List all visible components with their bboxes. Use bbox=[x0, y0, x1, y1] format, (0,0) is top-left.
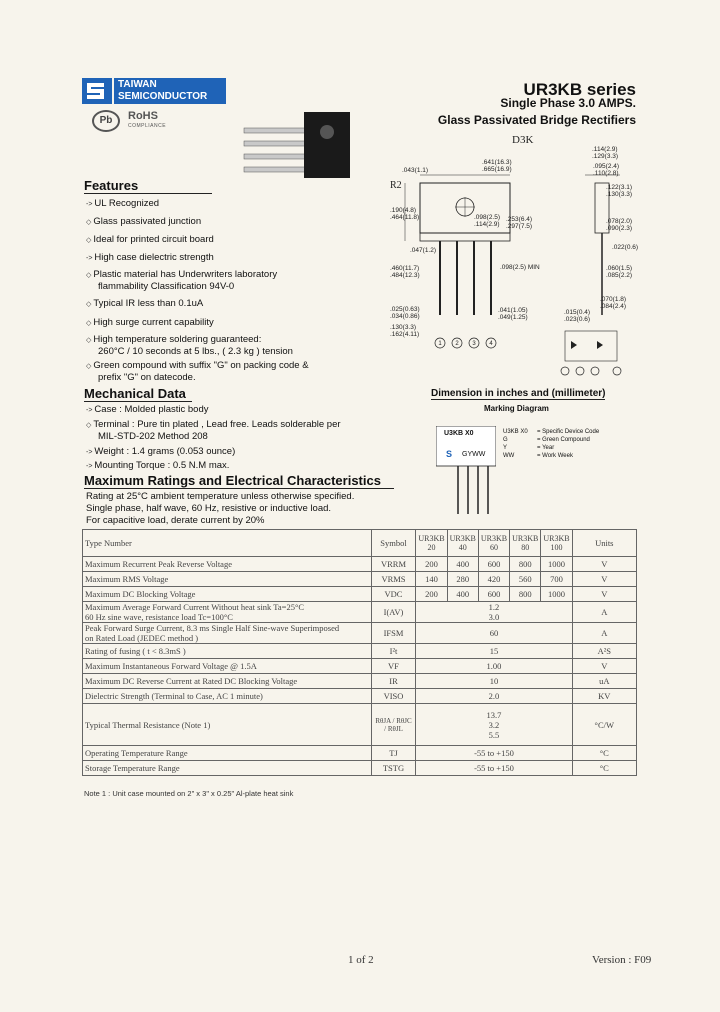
header-col: UR3KB 20 bbox=[416, 530, 447, 557]
dim-label: .484(12.3) bbox=[390, 272, 420, 279]
feature-item: ◇ Green compound with suffix "G" on packing code & bbox=[86, 360, 309, 371]
header-units: Units bbox=[572, 530, 636, 557]
table-row: Typical Thermal Resistance (Note 1) RθJA / RθJC / RθJL 13.7 3.2 5.5 °C/W bbox=[83, 704, 637, 746]
dim-label: .641(16.3) bbox=[482, 159, 512, 166]
feature-item: ◇ High temperature soldering guaranteed: bbox=[86, 334, 262, 345]
table-row: Rating of fusing ( t < 8.3mS ) I²t 15 A²S bbox=[83, 644, 637, 659]
dim-label: .129(3.3) bbox=[592, 153, 619, 160]
marking-title: Marking Diagram bbox=[484, 404, 549, 413]
rohs-sub: COMPLIANCE bbox=[128, 123, 167, 129]
feature-item: ◇ Plastic material has Underwriters laboratory bbox=[86, 269, 278, 280]
company-line2: SEMICONDUCTOR bbox=[118, 91, 208, 102]
dim-label: .041(1.05) bbox=[498, 307, 528, 314]
dim-label: .085(2.2) bbox=[606, 272, 633, 279]
feature-item-cont: flammability Classification 94V-0 bbox=[98, 281, 235, 292]
dim-label: .130(3.3) bbox=[390, 324, 417, 331]
table-row: Dielectric Strength (Terminal to Case, AC 1 minute) VISO 2.0 KV bbox=[83, 689, 637, 704]
dim-label: .297(7.5) bbox=[506, 223, 533, 230]
svg-text:1: 1 bbox=[438, 341, 442, 347]
table-row: Maximum RMS Voltage VRMS 140 280 420 560 700 V bbox=[83, 572, 637, 587]
dim-label: .130(3.3) bbox=[606, 191, 633, 198]
series-subtitle-2: Glass Passivated Bridge Rectifiers bbox=[437, 113, 636, 127]
company-line1: TAIWAN bbox=[118, 79, 157, 90]
dim-label: .022(0.6) bbox=[612, 244, 639, 251]
company-logo-icon bbox=[82, 78, 112, 104]
feature-item: ◇ Ideal for printed circuit board bbox=[86, 234, 214, 245]
package-photo bbox=[234, 108, 354, 180]
dim-label: .253(6.4) bbox=[506, 216, 533, 223]
feature-item: ◇ High surge current capability bbox=[86, 317, 214, 328]
header-symbol: Symbol bbox=[371, 530, 416, 557]
header-col: UR3KB 100 bbox=[541, 530, 572, 557]
table-row: Operating Temperature Range TJ -55 to +150 °C bbox=[83, 746, 637, 761]
pb-free-badge: Pb bbox=[92, 110, 120, 132]
table-row: Maximum Recurrent Peak Reverse Voltage VRRM 200 400 600 800 1000 V bbox=[83, 557, 637, 572]
feature-item-cont: prefix "G" on datecode. bbox=[98, 372, 196, 383]
ratings-note: For capacitive load, derate current by 20% bbox=[86, 515, 265, 526]
series-subtitle: Single Phase 3.0 AMPS. bbox=[500, 96, 636, 110]
ratings-table bbox=[82, 529, 637, 776]
dim-label: .464(11.8) bbox=[390, 214, 420, 221]
table-row: Maximum DC Reverse Current at Rated DC Blocking Voltage IR 10 uA bbox=[83, 674, 637, 689]
dim-label: .162(4.11) bbox=[390, 331, 420, 338]
table-row: Peak Forward Surge Current, 8.3 ms Single Half Sine-wave Superimposed on Rated Load (JEDEC method ) IFSM 60 A bbox=[83, 623, 637, 644]
marking-gyww: GYWW bbox=[462, 451, 486, 458]
dim-label: .098(2.5) MIN bbox=[500, 264, 540, 271]
dim-label: .098(2.5) bbox=[474, 214, 501, 221]
dim-label: .034(0.86) bbox=[390, 313, 420, 320]
table-row: Maximum Average Forward Current Without heat sink Ta=25°C 60 Hz sine wave, resistance load Tc=100°C I(AV) 1.2 3.0 A bbox=[83, 602, 637, 623]
dim-label: .460(11.7) bbox=[390, 265, 420, 272]
dim-label: .023(0.6) bbox=[564, 316, 591, 323]
dim-label: .665(16.9) bbox=[482, 166, 512, 173]
mechanical-item: -> Weight : 1.4 grams (0.053 ounce) bbox=[86, 446, 236, 457]
dim-label: .110(2.8) bbox=[593, 170, 619, 177]
mechanical-item: ◇ Terminal : Pure tin plated , Lead free. Leads solderable per bbox=[86, 419, 341, 430]
dim-label: .070(1.8) bbox=[600, 296, 627, 303]
dim-label: .049(1.25) bbox=[498, 314, 528, 321]
mechanical-item-cont: MIL-STD-202 Method 208 bbox=[98, 431, 208, 442]
dim-label: .190(4.8) bbox=[390, 207, 417, 214]
table-row: Maximum DC Blocking Voltage VDC 200 400 600 800 1000 V bbox=[83, 587, 637, 602]
company-name bbox=[114, 78, 226, 104]
mechanical-item: -> Mounting Torque : 0.5 N.M max. bbox=[86, 460, 230, 471]
dim-label: .095(2.4) bbox=[593, 163, 620, 170]
table-row: Storage Temperature Range TSTG -55 to +150 °C bbox=[83, 761, 637, 776]
dim-label: .122(3.1) bbox=[606, 184, 633, 191]
svg-text:4: 4 bbox=[489, 341, 493, 347]
feature-item: -> High case dielectric strength bbox=[86, 252, 214, 263]
dimension-drawing bbox=[385, 145, 640, 380]
header-type: Type Number bbox=[83, 530, 372, 557]
ratings-heading: Maximum Ratings and Electrical Characteristics bbox=[84, 473, 394, 489]
table-header-row bbox=[83, 530, 637, 557]
dim-label: .114(2.9) bbox=[592, 146, 618, 153]
feature-item-cont: 260°C / 10 seconds at 5 lbs., ( 2.3 kg ) tension bbox=[98, 346, 293, 357]
marking-code: U3KB X0 bbox=[444, 430, 474, 437]
svg-text:3: 3 bbox=[472, 341, 476, 347]
table-note: Note 1 : Unit case mounted on 2" x 3" x 0.25" Al-plate heat sink bbox=[84, 789, 294, 798]
table-row: Maximum Instantaneous Forward Voltage @ 1.5A VF 1.00 V bbox=[83, 659, 637, 674]
dim-label: .084(2.4) bbox=[600, 303, 627, 310]
ratings-note: Rating at 25°C ambient temperature unless otherwise specified. bbox=[86, 491, 355, 502]
dim-label: R2 bbox=[390, 180, 402, 191]
package-name: D3K bbox=[512, 134, 534, 146]
dimension-caption: Dimension in inches and (millimeter) bbox=[431, 388, 606, 399]
mechanical-heading: Mechanical Data bbox=[84, 386, 192, 402]
ratings-note: Single phase, half wave, 60 Hz, resistive or inductive load. bbox=[86, 503, 332, 514]
dim-label: .043(1.1) bbox=[402, 167, 429, 174]
marking-legend: U3KB X0 = Specific Device Code G = Green Compound Y = Year WW = Work Week bbox=[503, 429, 600, 459]
page-number: 1 of 2 bbox=[348, 954, 374, 966]
dim-label: .047(1.2) bbox=[410, 247, 437, 254]
header-col: UR3KB 60 bbox=[478, 530, 509, 557]
header-col: UR3KB 80 bbox=[510, 530, 541, 557]
marking-logo: S bbox=[446, 449, 453, 459]
features-heading: Features bbox=[84, 178, 212, 194]
dim-label: .025(0.63) bbox=[390, 306, 420, 313]
series-title: UR3KB series bbox=[523, 80, 636, 99]
feature-item: ◇ Glass passivated junction bbox=[86, 216, 202, 227]
dim-label: .015(0.4) bbox=[564, 309, 591, 316]
header-col: UR3KB 40 bbox=[447, 530, 478, 557]
feature-item: ◇ Typical IR less than 0.1uA bbox=[86, 298, 204, 309]
feature-item: -> UL Recognized bbox=[86, 198, 160, 209]
dim-label: .060(1.5) bbox=[606, 265, 633, 272]
svg-text:2: 2 bbox=[455, 341, 459, 347]
dim-label: .090(2.3) bbox=[606, 225, 633, 232]
version: Version : F09 bbox=[592, 954, 652, 966]
mechanical-item: -> Case : Molded plastic body bbox=[86, 404, 209, 415]
dim-label: .078(2.0) bbox=[606, 218, 633, 225]
dim-label: .114(2.9) bbox=[474, 221, 500, 228]
rohs-badge: RoHS bbox=[128, 110, 158, 122]
